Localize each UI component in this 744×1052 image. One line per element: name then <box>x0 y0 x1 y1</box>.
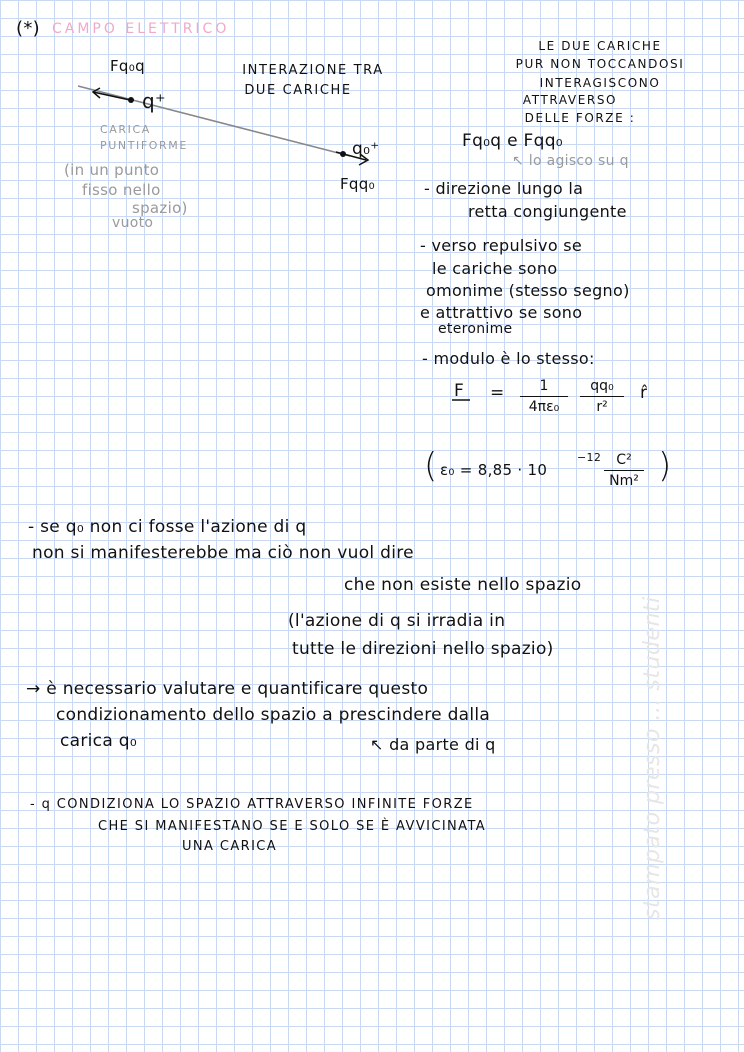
body-line-6: → è necessario valutare e quantificare questo <box>26 679 429 699</box>
body-line-3: che non esiste nello spazio <box>344 575 582 595</box>
body-line-8b: ↖ da parte di q <box>370 735 496 754</box>
verse-line-1: - verso repulsivo se <box>420 236 583 255</box>
point-charge-label-2: PUNTIFORME <box>100 139 188 152</box>
charge-q0-label: q₀⁺ <box>352 139 380 159</box>
epsilon-unit-fraction <box>604 452 644 489</box>
point-charge-label-1: CARICA <box>100 123 151 136</box>
body-line-10: CHE SI MANIFESTANO SE E SOLO SE È AVVICINATA <box>98 819 487 834</box>
force-label-fqq0: Fqq₀ <box>340 175 375 193</box>
watermark: stampato presso ... studenti <box>640 596 665 920</box>
charge-q-label: q⁺ <box>142 89 166 113</box>
verse-line-5: eteronime <box>438 321 513 337</box>
point-desc-2: fisso nello <box>82 181 161 199</box>
charge-q-dot <box>128 97 134 103</box>
intro-line-3: INTERAGISCONO <box>539 76 661 90</box>
body-line-4: (l'azione di q si irradia in <box>288 611 506 631</box>
forces-label: Fq₀q e Fqq₀ <box>462 131 563 151</box>
body-line-8: carica q₀ <box>60 731 137 751</box>
formula-lhs: F <box>454 381 465 401</box>
verse-line-2: le cariche sono <box>432 259 558 278</box>
interaction-title-1: INTERAZIONE TRA <box>242 63 384 78</box>
forces-note: ↖ lo agisco su q <box>512 153 629 169</box>
force-label-fq0q: Fq₀q <box>110 57 145 75</box>
page-title: CAMPO ELETTRICO <box>52 21 230 37</box>
direction-line-2: retta congiungente <box>468 202 627 221</box>
body-line-2: non si manifesterebbe ma ciò non vuol dire <box>32 543 414 563</box>
interaction-title-2: DUE CARICHE <box>244 83 352 98</box>
formula-fraction-2 <box>580 378 624 415</box>
body-line-1: - se q₀ non ci fosse l'azione di q <box>28 517 307 537</box>
formula-den-1: 4πε₀ <box>528 399 560 415</box>
epsilon-exponent: −12 <box>577 451 602 464</box>
epsilon-value: ε₀ = 8,85 · 10 <box>440 461 548 479</box>
verse-line-4: e attrattivo se sono <box>420 303 583 322</box>
fraction-bar <box>580 396 624 397</box>
epsilon-paren-close: ) <box>658 446 672 486</box>
verse-line-3: omonime (stesso segno) <box>426 281 630 300</box>
intro-line-1: LE DUE CARICHE <box>538 39 662 53</box>
intro-line-2: PUR NON TOCCANDOSI <box>515 57 685 71</box>
formula-fraction-1 <box>520 378 568 415</box>
body-line-11: UNA CARICA <box>182 839 278 854</box>
modulus-line: - modulo è lo stesso: <box>422 349 595 368</box>
epsilon-unit-num: C² <box>616 452 632 468</box>
point-desc-3: spazio) <box>132 199 188 217</box>
intro-line-4: ATTRAVERSO <box>522 93 618 107</box>
intro-line-5: DELLE FORZE : <box>524 111 636 125</box>
point-desc-4: vuoto <box>112 215 154 231</box>
formula-unit-vector: r̂ <box>640 383 648 403</box>
body-line-5: tutte le direzioni nello spazio) <box>292 639 554 659</box>
formula-den-2: r² <box>596 399 608 415</box>
body-line-7: condizionamento dello spazio a prescindere dalla <box>56 705 491 725</box>
formula-num-2: qq₀ <box>590 378 614 394</box>
epsilon-unit-den: Nm² <box>609 473 639 489</box>
fraction-bar <box>520 396 568 397</box>
epsilon-paren-open: ( <box>424 446 438 486</box>
direction-line-1: - direzione lungo la <box>424 179 584 198</box>
formula-equals: = <box>490 383 505 403</box>
body-line-9: - q CONDIZIONA LO SPAZIO ATTRAVERSO INFINITE FORZE <box>30 797 474 812</box>
formula-num-1: 1 <box>539 378 549 394</box>
fraction-bar <box>604 470 644 471</box>
title-mark: (*) <box>16 18 40 39</box>
point-desc-1: (in un punto <box>64 161 160 179</box>
